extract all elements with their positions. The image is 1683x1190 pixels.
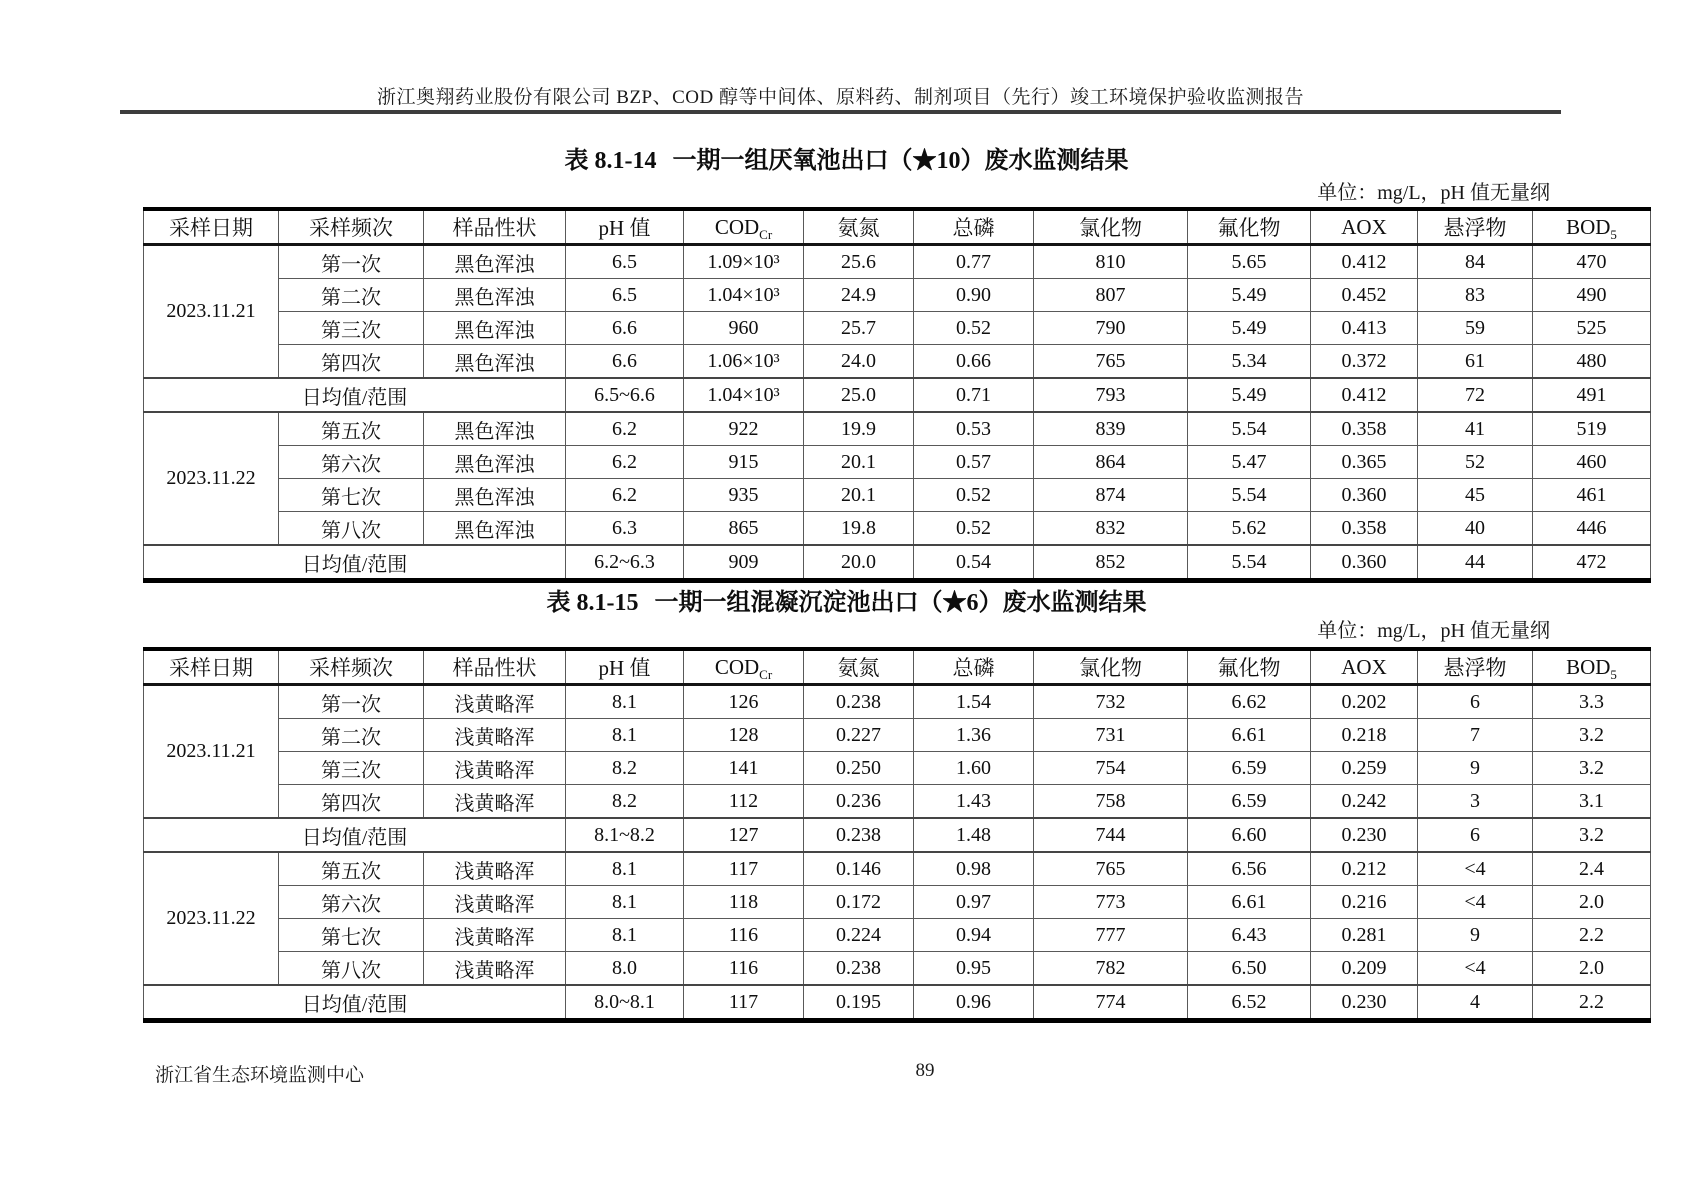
value-cell: 24.0 xyxy=(804,345,914,379)
value-cell: 6.56 xyxy=(1188,852,1311,886)
value-cell: 0.53 xyxy=(914,412,1034,446)
frequency-cell: 第一次 xyxy=(279,685,424,719)
daily-average-value-cell: 472 xyxy=(1533,545,1651,581)
value-cell: 6.2 xyxy=(566,479,684,512)
table-row xyxy=(144,512,1651,546)
value-cell: 6.6 xyxy=(566,345,684,379)
column-header: 样品性状 xyxy=(424,649,566,685)
frequency-cell: 第七次 xyxy=(279,479,424,512)
column-header xyxy=(684,649,804,685)
daily-average-value-cell: 2.2 xyxy=(1533,985,1651,1021)
value-cell: 0.209 xyxy=(1311,952,1418,986)
value-cell: 0.372 xyxy=(1311,345,1418,379)
value-cell: 519 xyxy=(1533,412,1651,446)
frequency-cell: 第五次 xyxy=(279,852,424,886)
table-row xyxy=(144,412,1651,446)
daily-average-value-cell: 4 xyxy=(1418,985,1533,1021)
value-cell: 446 xyxy=(1533,512,1651,546)
value-cell: 8.2 xyxy=(566,785,684,819)
column-header: 氟化物 xyxy=(1188,649,1311,685)
table-row xyxy=(144,919,1651,952)
value-cell: 19.9 xyxy=(804,412,914,446)
value-cell: 52 xyxy=(1418,446,1533,479)
column-header: 悬浮物 xyxy=(1418,649,1533,685)
frequency-cell: 第六次 xyxy=(279,446,424,479)
daily-average-value-cell: 744 xyxy=(1034,818,1188,852)
appearance-cell: 浅黄略浑 xyxy=(424,886,566,919)
value-cell: 0.250 xyxy=(804,752,914,785)
footer-organization: 浙江省生态环境监测中心 xyxy=(155,1065,365,1086)
appearance-cell: 黑色浑浊 xyxy=(424,312,566,345)
value-cell: 480 xyxy=(1533,345,1651,379)
column-header: 氯化物 xyxy=(1034,209,1188,245)
value-cell: 8.0 xyxy=(566,952,684,986)
value-cell: 117 xyxy=(684,852,804,886)
value-cell: 0.94 xyxy=(914,919,1034,952)
footer-page-number: 89 xyxy=(915,1060,935,1081)
value-cell: 0.97 xyxy=(914,886,1034,919)
column-header-label: BOD xyxy=(1566,214,1611,239)
daily-average-value-cell: 25.0 xyxy=(804,378,914,412)
value-cell: 0.360 xyxy=(1311,479,1418,512)
table-row xyxy=(144,785,1651,819)
value-cell: 1.36 xyxy=(914,719,1034,752)
frequency-cell: 第四次 xyxy=(279,785,424,819)
value-cell: 9 xyxy=(1418,919,1533,952)
column-header: pH 值 xyxy=(566,209,684,245)
column-header: 采样频次 xyxy=(279,649,424,685)
value-cell: 6.5 xyxy=(566,279,684,312)
value-cell: 6.61 xyxy=(1188,719,1311,752)
daily-average-value-cell: 0.195 xyxy=(804,985,914,1021)
frequency-cell: 第二次 xyxy=(279,719,424,752)
value-cell: 782 xyxy=(1034,952,1188,986)
table-1-unit-note: 单位：mg/L，pH 值无量纲 xyxy=(1317,182,1550,204)
value-cell: 1.06×10³ xyxy=(684,345,804,379)
daily-average-value-cell: 0.54 xyxy=(914,545,1034,581)
column-header-subscript: Cr xyxy=(759,666,773,682)
daily-average-value-cell: 1.04×10³ xyxy=(684,378,804,412)
value-cell: 6.59 xyxy=(1188,752,1311,785)
value-cell: 0.52 xyxy=(914,312,1034,345)
column-header: 采样日期 xyxy=(144,209,279,245)
value-cell: 5.49 xyxy=(1188,312,1311,345)
daily-average-row xyxy=(144,818,1651,852)
value-cell: 5.49 xyxy=(1188,279,1311,312)
daily-average-value-cell: 0.71 xyxy=(914,378,1034,412)
value-cell: 0.224 xyxy=(804,919,914,952)
value-cell: 790 xyxy=(1034,312,1188,345)
value-cell: 0.413 xyxy=(1311,312,1418,345)
appearance-cell: 黑色浑浊 xyxy=(424,245,566,279)
value-cell: 3.2 xyxy=(1533,752,1651,785)
table-row xyxy=(144,852,1651,886)
value-cell: 525 xyxy=(1533,312,1651,345)
daily-average-value-cell: 1.48 xyxy=(914,818,1034,852)
frequency-cell: 第一次 xyxy=(279,245,424,279)
value-cell: 0.52 xyxy=(914,512,1034,546)
value-cell: 8.2 xyxy=(566,752,684,785)
value-cell: 6.61 xyxy=(1188,886,1311,919)
value-cell: 5.34 xyxy=(1188,345,1311,379)
appearance-cell: 浅黄略浑 xyxy=(424,919,566,952)
daily-average-value-cell: 774 xyxy=(1034,985,1188,1021)
value-cell: 6.5 xyxy=(566,245,684,279)
value-cell: 0.212 xyxy=(1311,852,1418,886)
column-header: 采样频次 xyxy=(279,209,424,245)
table-2-title-text: 一期一组混凝沉淀池出口（★6）废水监测结果 xyxy=(654,590,1147,616)
value-cell: 0.365 xyxy=(1311,446,1418,479)
frequency-cell: 第八次 xyxy=(279,512,424,546)
value-cell: 0.98 xyxy=(914,852,1034,886)
daily-average-value-cell: 0.96 xyxy=(914,985,1034,1021)
appearance-cell: 黑色浑浊 xyxy=(424,279,566,312)
value-cell: 5.54 xyxy=(1188,412,1311,446)
daily-average-value-cell: 0.230 xyxy=(1311,818,1418,852)
daily-average-value-cell: 491 xyxy=(1533,378,1651,412)
value-cell: 0.358 xyxy=(1311,412,1418,446)
table-row xyxy=(144,312,1651,345)
daily-average-value-cell: 127 xyxy=(684,818,804,852)
daily-average-label: 日均值/范围 xyxy=(144,818,566,852)
value-cell: 0.259 xyxy=(1311,752,1418,785)
daily-average-value-cell: 0.412 xyxy=(1311,378,1418,412)
value-cell: 141 xyxy=(684,752,804,785)
value-cell: 0.238 xyxy=(804,685,914,719)
daily-average-value-cell: 793 xyxy=(1034,378,1188,412)
daily-average-value-cell: 3.2 xyxy=(1533,818,1651,852)
value-cell: 2.2 xyxy=(1533,919,1651,952)
appearance-cell: 浅黄略浑 xyxy=(424,719,566,752)
table-row xyxy=(144,952,1651,986)
value-cell: 777 xyxy=(1034,919,1188,952)
appearance-cell: 浅黄略浑 xyxy=(424,785,566,819)
value-cell: 40 xyxy=(1418,512,1533,546)
daily-average-value-cell: 6.60 xyxy=(1188,818,1311,852)
value-cell: 2.4 xyxy=(1533,852,1651,886)
column-header: AOX xyxy=(1311,209,1418,245)
table-row xyxy=(144,685,1651,719)
daily-average-value-cell: 44 xyxy=(1418,545,1533,581)
column-header: 氨氮 xyxy=(804,209,914,245)
daily-average-label: 日均值/范围 xyxy=(144,985,566,1021)
value-cell: 19.8 xyxy=(804,512,914,546)
value-cell: 84 xyxy=(1418,245,1533,279)
column-header-label: COD xyxy=(714,654,760,679)
daily-average-value-cell: 6.5~6.6 xyxy=(566,378,684,412)
table-header-row xyxy=(144,649,1651,685)
table-1-body xyxy=(144,209,1651,581)
frequency-cell: 第二次 xyxy=(279,279,424,312)
value-cell: 83 xyxy=(1418,279,1533,312)
daily-average-row xyxy=(144,985,1651,1021)
value-cell: 0.95 xyxy=(914,952,1034,986)
value-cell: 8.1 xyxy=(566,886,684,919)
value-cell: 832 xyxy=(1034,512,1188,546)
table-2-title-number: 表 8.1-15 xyxy=(546,590,639,616)
value-cell: 8.1 xyxy=(566,852,684,886)
daily-average-value-cell: 6.52 xyxy=(1188,985,1311,1021)
value-cell: 5.47 xyxy=(1188,446,1311,479)
table-2-body xyxy=(144,649,1651,1021)
value-cell: 1.54 xyxy=(914,685,1034,719)
value-cell: 3.2 xyxy=(1533,719,1651,752)
appearance-cell: 浅黄略浑 xyxy=(424,952,566,986)
value-cell: 7 xyxy=(1418,719,1533,752)
column-header xyxy=(1533,209,1651,245)
value-cell: <4 xyxy=(1418,952,1533,986)
value-cell: 490 xyxy=(1533,279,1651,312)
column-header-label: BOD xyxy=(1566,654,1611,679)
column-header xyxy=(684,209,804,245)
column-header-subscript: 5 xyxy=(1610,226,1617,242)
value-cell: 3.1 xyxy=(1533,785,1651,819)
value-cell: 765 xyxy=(1034,852,1188,886)
column-header: 氟化物 xyxy=(1188,209,1311,245)
value-cell: 773 xyxy=(1034,886,1188,919)
value-cell: 61 xyxy=(1418,345,1533,379)
date-cell: 2023.11.22 xyxy=(144,412,279,545)
table-1-title-number: 表 8.1-14 xyxy=(564,148,657,174)
daily-average-row xyxy=(144,378,1651,412)
table-1-title-text: 一期一组厌氧池出口（★10）废水监测结果 xyxy=(672,148,1129,174)
value-cell: 20.1 xyxy=(804,446,914,479)
value-cell: 754 xyxy=(1034,752,1188,785)
frequency-cell: 第八次 xyxy=(279,952,424,986)
value-cell: 0.202 xyxy=(1311,685,1418,719)
date-cell: 2023.11.21 xyxy=(144,245,279,379)
value-cell: 0.242 xyxy=(1311,785,1418,819)
table-2-title xyxy=(143,582,1550,617)
monitoring-table-coagulation-outlet xyxy=(143,647,1651,1023)
date-cell: 2023.11.21 xyxy=(144,685,279,819)
value-cell: 118 xyxy=(684,886,804,919)
value-cell: 0.227 xyxy=(804,719,914,752)
value-cell: 3.3 xyxy=(1533,685,1651,719)
value-cell: 8.1 xyxy=(566,719,684,752)
daily-average-value-cell: 6.2~6.3 xyxy=(566,545,684,581)
value-cell: 2.0 xyxy=(1533,886,1651,919)
value-cell: 0.57 xyxy=(914,446,1034,479)
table-row xyxy=(144,752,1651,785)
column-header-subscript: 5 xyxy=(1610,666,1617,682)
daily-average-value-cell: 8.1~8.2 xyxy=(566,818,684,852)
value-cell: 6.3 xyxy=(566,512,684,546)
value-cell: 0.90 xyxy=(914,279,1034,312)
value-cell: 864 xyxy=(1034,446,1188,479)
value-cell: 0.452 xyxy=(1311,279,1418,312)
value-cell: 1.60 xyxy=(914,752,1034,785)
daily-average-value-cell: 6 xyxy=(1418,818,1533,852)
frequency-cell: 第三次 xyxy=(279,752,424,785)
value-cell: 0.238 xyxy=(804,952,914,986)
monitoring-table-anaerobic-outlet xyxy=(143,207,1651,583)
table-row xyxy=(144,345,1651,379)
value-cell: 865 xyxy=(684,512,804,546)
daily-average-value-cell: 0.360 xyxy=(1311,545,1418,581)
value-cell: 6.2 xyxy=(566,446,684,479)
value-cell: 0.52 xyxy=(914,479,1034,512)
value-cell: 6.43 xyxy=(1188,919,1311,952)
value-cell: 960 xyxy=(684,312,804,345)
date-cell: 2023.11.22 xyxy=(144,852,279,985)
value-cell: 0.412 xyxy=(1311,245,1418,279)
value-cell: 25.7 xyxy=(804,312,914,345)
value-cell: 0.172 xyxy=(804,886,914,919)
value-cell: 24.9 xyxy=(804,279,914,312)
table-2-unit-note: 单位：mg/L，pH 值无量纲 xyxy=(1317,620,1550,642)
page-header-title: 浙江奥翔药业股份有限公司 BZP、COD 醇等中间体、原料药、制剂项目（先行）竣工环境保护验收监测报告 xyxy=(377,87,1304,108)
value-cell: 0.218 xyxy=(1311,719,1418,752)
daily-average-value-cell: 117 xyxy=(684,985,804,1021)
column-header: 样品性状 xyxy=(424,209,566,245)
appearance-cell: 黑色浑浊 xyxy=(424,512,566,546)
value-cell: 807 xyxy=(1034,279,1188,312)
column-header: AOX xyxy=(1311,649,1418,685)
value-cell: 6.6 xyxy=(566,312,684,345)
value-cell: 0.66 xyxy=(914,345,1034,379)
value-cell: 839 xyxy=(1034,412,1188,446)
column-header: pH 值 xyxy=(566,649,684,685)
value-cell: 6.2 xyxy=(566,412,684,446)
daily-average-value-cell: 852 xyxy=(1034,545,1188,581)
appearance-cell: 黑色浑浊 xyxy=(424,446,566,479)
value-cell: 1.43 xyxy=(914,785,1034,819)
frequency-cell: 第六次 xyxy=(279,886,424,919)
daily-average-row xyxy=(144,545,1651,581)
value-cell: 25.6 xyxy=(804,245,914,279)
daily-average-value-cell: 20.0 xyxy=(804,545,914,581)
value-cell: 5.54 xyxy=(1188,479,1311,512)
table-row xyxy=(144,719,1651,752)
column-header-subscript: Cr xyxy=(759,226,773,242)
column-header-label: COD xyxy=(714,214,760,239)
value-cell: 460 xyxy=(1533,446,1651,479)
table-row xyxy=(144,479,1651,512)
value-cell: 874 xyxy=(1034,479,1188,512)
header-divider xyxy=(120,110,1561,114)
value-cell: 6.59 xyxy=(1188,785,1311,819)
column-header: 采样日期 xyxy=(144,649,279,685)
value-cell: 1.09×10³ xyxy=(684,245,804,279)
value-cell: 935 xyxy=(684,479,804,512)
frequency-cell: 第七次 xyxy=(279,919,424,952)
column-header xyxy=(1533,649,1651,685)
value-cell: 5.62 xyxy=(1188,512,1311,546)
value-cell: 0.216 xyxy=(1311,886,1418,919)
column-header: 氨氮 xyxy=(804,649,914,685)
value-cell: 0.146 xyxy=(804,852,914,886)
frequency-cell: 第四次 xyxy=(279,345,424,379)
frequency-cell: 第五次 xyxy=(279,412,424,446)
value-cell: 3 xyxy=(1418,785,1533,819)
value-cell: 915 xyxy=(684,446,804,479)
value-cell: 470 xyxy=(1533,245,1651,279)
appearance-cell: 黑色浑浊 xyxy=(424,479,566,512)
value-cell: 731 xyxy=(1034,719,1188,752)
table-row xyxy=(144,886,1651,919)
value-cell: <4 xyxy=(1418,886,1533,919)
value-cell: 6.62 xyxy=(1188,685,1311,719)
appearance-cell: 浅黄略浑 xyxy=(424,852,566,886)
value-cell: 116 xyxy=(684,919,804,952)
value-cell: 0.281 xyxy=(1311,919,1418,952)
daily-average-value-cell: 8.0~8.1 xyxy=(566,985,684,1021)
table-row xyxy=(144,446,1651,479)
column-header: 总磷 xyxy=(914,649,1034,685)
frequency-cell: 第三次 xyxy=(279,312,424,345)
table-row xyxy=(144,279,1651,312)
daily-average-value-cell: 5.54 xyxy=(1188,545,1311,581)
value-cell: 922 xyxy=(684,412,804,446)
table-header-row xyxy=(144,209,1651,245)
value-cell: 461 xyxy=(1533,479,1651,512)
value-cell: 765 xyxy=(1034,345,1188,379)
daily-average-value-cell: 72 xyxy=(1418,378,1533,412)
value-cell: 758 xyxy=(1034,785,1188,819)
value-cell: 20.1 xyxy=(804,479,914,512)
column-header: 悬浮物 xyxy=(1418,209,1533,245)
value-cell: 8.1 xyxy=(566,919,684,952)
value-cell: 0.236 xyxy=(804,785,914,819)
value-cell: 0.358 xyxy=(1311,512,1418,546)
daily-average-value-cell: 909 xyxy=(684,545,804,581)
value-cell: 0.77 xyxy=(914,245,1034,279)
daily-average-label: 日均值/范围 xyxy=(144,378,566,412)
value-cell: 128 xyxy=(684,719,804,752)
appearance-cell: 黑色浑浊 xyxy=(424,345,566,379)
value-cell: 6.50 xyxy=(1188,952,1311,986)
value-cell: 9 xyxy=(1418,752,1533,785)
value-cell: 810 xyxy=(1034,245,1188,279)
value-cell: 5.65 xyxy=(1188,245,1311,279)
column-header: 总磷 xyxy=(914,209,1034,245)
value-cell: 41 xyxy=(1418,412,1533,446)
value-cell: <4 xyxy=(1418,852,1533,886)
value-cell: 6 xyxy=(1418,685,1533,719)
appearance-cell: 浅黄略浑 xyxy=(424,685,566,719)
value-cell: 126 xyxy=(684,685,804,719)
daily-average-label: 日均值/范围 xyxy=(144,545,566,581)
value-cell: 59 xyxy=(1418,312,1533,345)
value-cell: 116 xyxy=(684,952,804,986)
value-cell: 732 xyxy=(1034,685,1188,719)
value-cell: 1.04×10³ xyxy=(684,279,804,312)
value-cell: 112 xyxy=(684,785,804,819)
appearance-cell: 黑色浑浊 xyxy=(424,412,566,446)
table-row xyxy=(144,245,1651,279)
daily-average-value-cell: 0.230 xyxy=(1311,985,1418,1021)
daily-average-value-cell: 5.49 xyxy=(1188,378,1311,412)
value-cell: 2.0 xyxy=(1533,952,1651,986)
value-cell: 8.1 xyxy=(566,685,684,719)
column-header: 氯化物 xyxy=(1034,649,1188,685)
appearance-cell: 浅黄略浑 xyxy=(424,752,566,785)
table-1-title xyxy=(143,140,1550,175)
value-cell: 45 xyxy=(1418,479,1533,512)
daily-average-value-cell: 0.238 xyxy=(804,818,914,852)
